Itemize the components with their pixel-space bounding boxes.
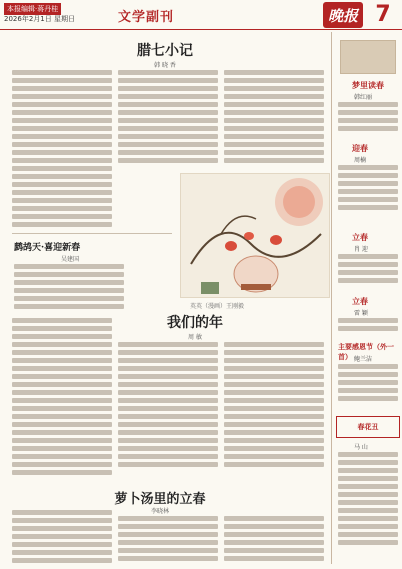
article-title-2: 我们的年	[167, 315, 223, 331]
article-body-3-col3	[224, 516, 324, 566]
article-title-3: 萝卜汤里的立春	[114, 492, 206, 507]
sidebar-author-1: 韩红丽	[354, 94, 373, 101]
sidebar-body-5	[338, 364, 398, 408]
illustration-lanterns	[180, 173, 330, 298]
newspaper-logo	[323, 2, 363, 28]
illustration-caption: 英英（漫画）王刚毅	[190, 303, 245, 310]
sidebar-author-4: 雷 颖	[354, 310, 368, 317]
sidebar-body-3	[338, 254, 398, 288]
sidebar-title-1: 梦里读春	[352, 80, 384, 90]
article-body-1-col2	[118, 70, 218, 170]
sidebar-author-5: 鲍兰洁	[354, 356, 373, 363]
column-divider	[331, 32, 332, 564]
sidebar-thumbnail	[340, 40, 396, 74]
article-byline-3: 李晓林	[150, 508, 169, 515]
editor-tag: 本报编辑·蒋丹桂	[4, 3, 61, 15]
article-body-3-col2	[118, 516, 218, 566]
poem-byline: 吴建国	[60, 256, 79, 263]
article-body-2-col2	[118, 342, 218, 478]
section-title: 文学副刊	[118, 10, 175, 25]
article-body-3-col1	[12, 510, 112, 566]
poem-body	[14, 264, 124, 314]
article-body-1-col3	[224, 70, 324, 170]
sidebar-body-2	[338, 165, 398, 215]
sidebar-boxed-title: 春花丑	[336, 416, 400, 438]
sidebar-title-2: 迎春	[352, 143, 368, 153]
sidebar-title-5: 主要感恩节（外一首）	[338, 342, 394, 361]
sidebar-author-6: 马 山	[354, 444, 368, 451]
logo-text: 晚报	[327, 7, 358, 25]
sidebar-body-1	[338, 102, 398, 136]
sidebar-author-3: 肖 迎	[354, 246, 368, 253]
article-body-2-col3	[224, 342, 324, 478]
sidebar-title-3: 立春	[352, 232, 368, 242]
article-byline-2: 周 敏	[188, 334, 202, 341]
page-number: 7	[375, 2, 391, 27]
article-byline-1: 韩 晓 香	[154, 62, 176, 69]
masthead	[0, 0, 402, 30]
poem-title: 鹧鸪天·喜迎新春	[14, 243, 81, 253]
article-body-2-col1	[12, 318, 112, 478]
issue-date: 2026年2月1日 星期日	[4, 15, 75, 23]
article-body-1-col1	[12, 70, 112, 230]
sidebar-body-4	[338, 318, 398, 338]
article-title-1: 腊七小记	[137, 43, 193, 59]
sidebar-author-2: 周楠	[354, 157, 367, 164]
sidebar-title-4: 立春	[352, 296, 368, 306]
sidebar-body-6	[338, 452, 398, 562]
section-divider	[12, 233, 172, 234]
